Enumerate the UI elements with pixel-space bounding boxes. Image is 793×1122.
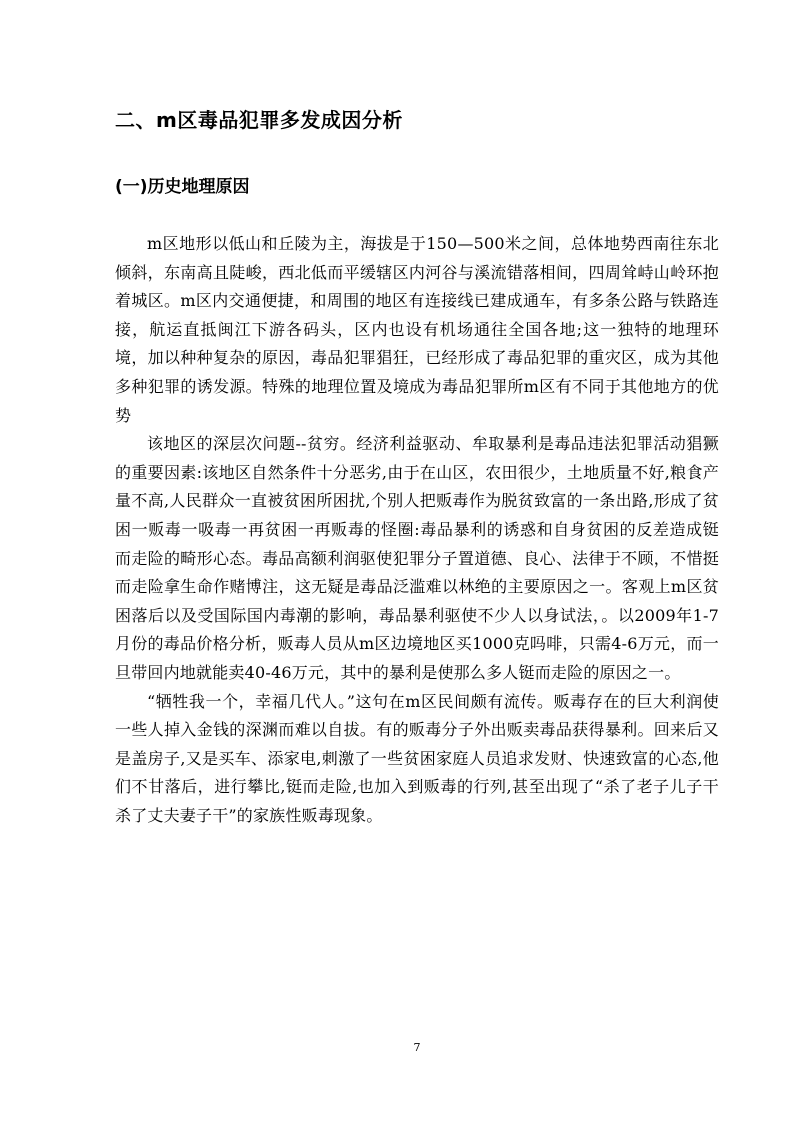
paragraph-geography: m区地形以低山和丘陵为主，海拔是于150—500米之间，总体地势西南往东北倾斜，东南高且陡峻，西北低而平缓辖区内河谷与溪流错落相间，四周耸峙山岭环抱着城区。m区内交通便捷，和周围的地区有连接线已建成通车，有多条公路与铁路连接，航运直抵闽江下游各码头，区内也设有机场通往全国各地;这一独特的地理环境，加以种种复杂的原因，毒品犯罪猖狂，已经形成了毒品犯罪的重灾区，成为其他多种犯罪的诱发源。特殊的地理位置及境成为毒品犯罪所m区有不同于其他地方的优势 [115,234,719,425]
paragraph-profit: “牺牲我一个，幸福几代人。”这句在m区民间颇有流传。贩毒存在的巨大利润使一些人掉入金钱的深渊而难以自拔。有的贩毒分子外出贩卖毒品获得暴利。回来后又是盖房子,又是买车、添家电,刺激了一些贫困家庭人员追求发财、快速致富的心态,他们不甘落后，进行攀比,铤而走险,也加入到贩毒的行列,甚至出现了“杀了老子儿子干杀了丈夫妻子干”的家族性贩毒现象。 [115,691,719,825]
section-heading: 二、m区毒品犯罪多发成因分析 [115,108,403,132]
body-text [115,230,719,830]
subsection-heading: (一)历史地理原因 [115,177,250,197]
paragraph-poverty: 该地区的深层次问题--贫穷。经济利益驱动、牟取暴利是毒品违法犯罪活动猖獗的重要因素:该地区自然条件十分恶劣,由于在山区，农田很少，土地质量不好,粮食产量不高,人民群众一直被贫困所困扰,个别人把贩毒作为脱贫致富的一条出路,形成了贫困一贩毒一吸毒一再贫困一再贩毒的怪圈:毒品暴利的诱惑和自身贫困的反差造成铤而走险的畸形心态。毒品高额利润驱使犯罪分子置道德、良心、法律于不顾，不惜挺而走险拿生命作赌博注，这无疑是毒品泛滥难以林绝的主要原因之一。客观上m区贫困落后以及受国际国内毒潮的影响，毒品暴利驱使不少人以身试法，。以2009年1-7月份的毒品价格分析，贩毒人员从m区边境地区买1000克吗啡，只需4-6万元，而一旦带回内地就能卖40-46万元，其中的暴利是使那么多人铤而走险的原因之一。 [115,434,719,682]
page-number: 7 [413,1041,421,1054]
